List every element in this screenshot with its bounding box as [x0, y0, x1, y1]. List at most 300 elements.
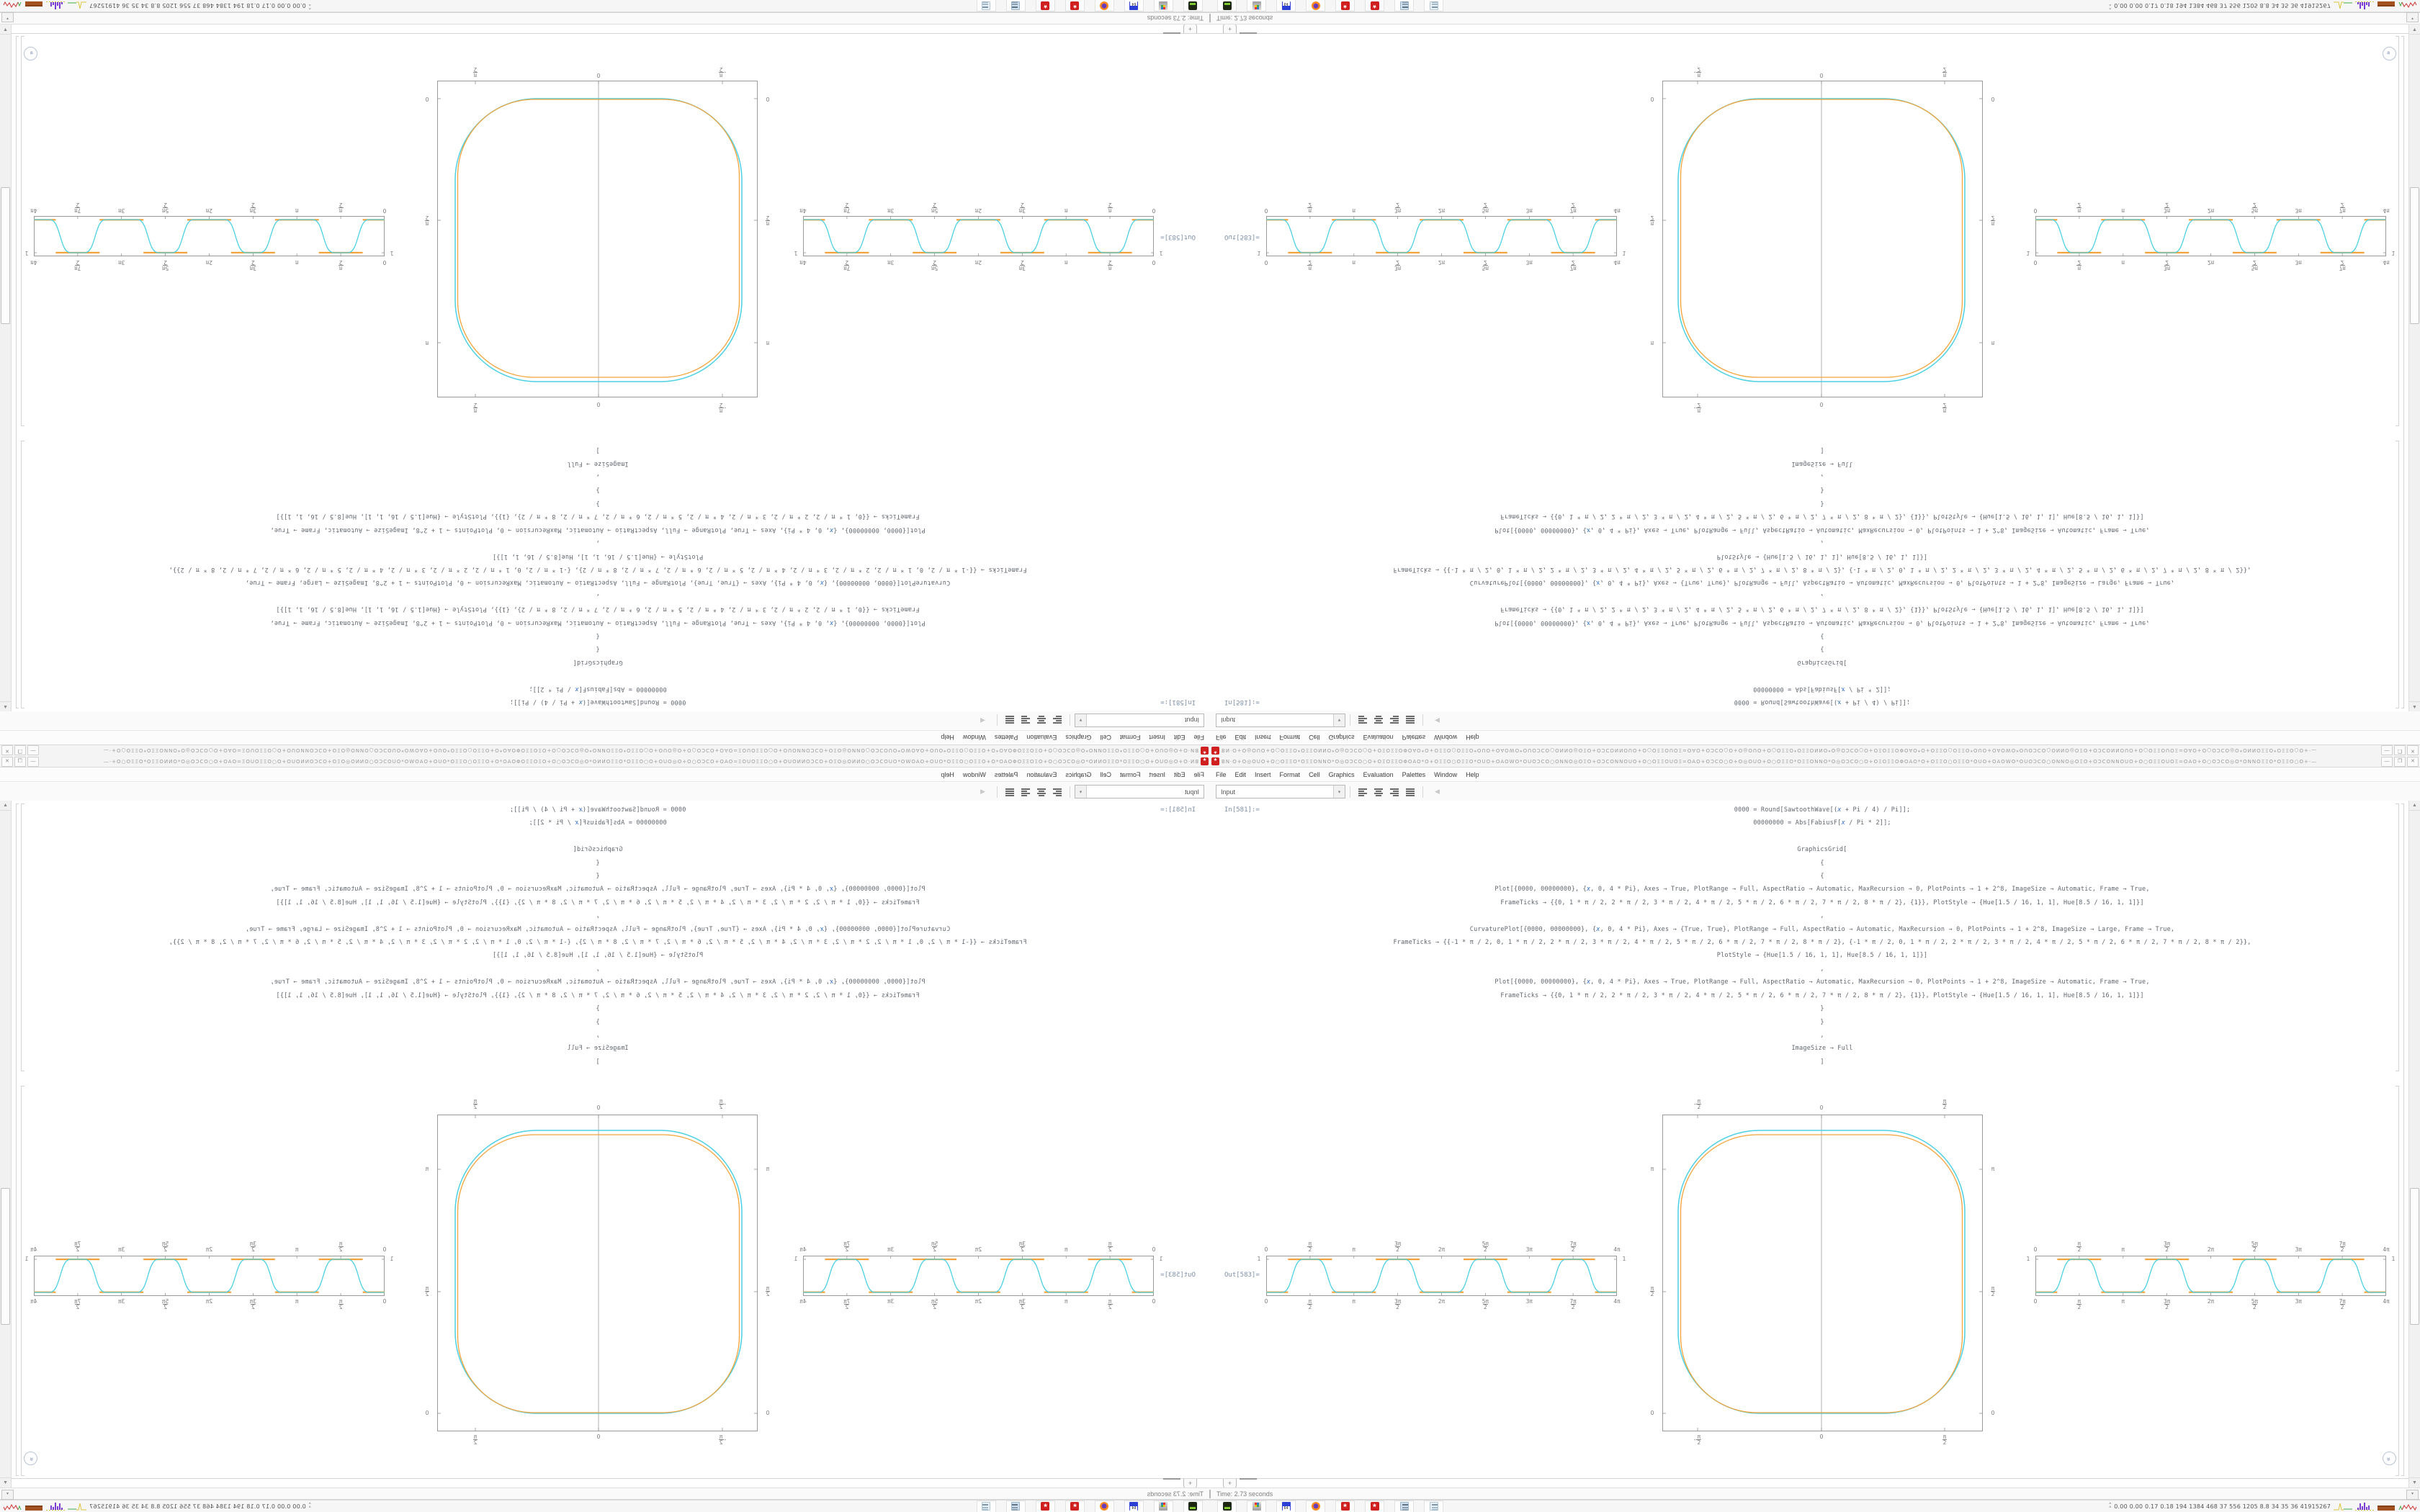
tick-label: 5π 2 — [931, 259, 938, 271]
tick-label: 0 — [766, 1410, 770, 1416]
status-bar — [1210, 1488, 2420, 1500]
menu-graphics[interactable]: Graphics — [1065, 770, 1092, 778]
cell-group-bracket[interactable] — [16, 804, 19, 1476]
redgear-icon — [1041, 1, 1050, 10]
memory-sparkline — [2355, 1, 2374, 10]
calc2-icon — [1430, 1502, 1438, 1511]
calc2-icon — [982, 1502, 991, 1511]
code-line: Plot[{0000, 00000000}, {x, 0, 4 * Pi}, Axes → True, PlotRange → Full, AspectRatio → Automatic, MaxRecursion → 0, PlotPoints → 1 + 2^8, ImageSize → Automatic, Frame → True, — [1494, 886, 2150, 894]
floppy64-taskbar-button[interactable] — [1124, 0, 1144, 12]
calc2-taskbar-button[interactable] — [977, 0, 996, 12]
menu-file[interactable]: File — [1216, 734, 1227, 742]
tick-label: π — [1352, 1298, 1355, 1305]
align-center-button[interactable] — [1034, 786, 1049, 798]
redgear-taskbar-button[interactable] — [1065, 1500, 1085, 1512]
tick-label: 7π 2 — [1569, 259, 1577, 271]
window-titlebar[interactable] — [1210, 744, 2420, 756]
scroll-to-end-button[interactable]: » — [24, 1452, 37, 1465]
menu-file[interactable]: File — [1193, 770, 1204, 778]
cell-style-selector[interactable] — [1075, 714, 1204, 727]
system-monitor-numbers: 0.00 0.00 0.17 0.18 194 1384 468 37 556 1205 8.8 34 35 36 41915267 — [2114, 1503, 2331, 1510]
cell-group-bracket[interactable] — [16, 36, 19, 708]
tick-label: π — [295, 1246, 299, 1253]
restore-button[interactable]: ❐ — [2394, 746, 2406, 756]
code-line: { — [1820, 873, 1824, 881]
scrollbar-thumb[interactable] — [1, 187, 10, 324]
code-line: { — [596, 645, 600, 653]
menu-cell[interactable]: Cell — [1309, 734, 1320, 742]
input-code-cell[interactable] — [1239, 444, 2406, 708]
close-button[interactable]: ✕ — [2407, 757, 2419, 767]
menu-palettes[interactable]: Palettes — [994, 770, 1018, 778]
menu-palettes[interactable]: Palettes — [994, 734, 1018, 742]
tick-label: $\frac{3\pi}{2}$ — [249, 1241, 257, 1253]
firefox-taskbar-button[interactable] — [1306, 0, 1325, 12]
tray-expand-icon[interactable]: ^ ^ — [308, 1502, 311, 1511]
tick-label: 2π — [974, 1298, 982, 1305]
close-button[interactable]: ✕ — [1, 757, 13, 767]
align-right-button[interactable] — [1018, 786, 1033, 798]
code-line: Plot[{0000, 00000000}, {x, 0, 4 * Pi}, Axes → True, PlotRange → Full, AspectRatio → Automatic, MaxRecursion → 0, PlotPoints → 1 + 2^8, ImageSize → Automatic, Frame → True, — [270, 978, 926, 986]
restore-button[interactable]: ❐ — [2394, 757, 2406, 767]
code-line: , — [596, 592, 600, 600]
tick-label: $\frac{7\pi}{2}$ — [843, 1298, 851, 1310]
tick-label: 5π 2 — [161, 202, 169, 214]
firefox-taskbar-button[interactable] — [1095, 0, 1114, 12]
back-arrow-icon[interactable]: ◀ — [1435, 788, 1440, 795]
menu-help[interactable]: Help — [941, 770, 954, 778]
redgear-taskbar-button[interactable] — [1335, 0, 1355, 12]
calc-taskbar-button[interactable] — [1394, 1500, 1414, 1512]
align-right-button[interactable] — [1387, 714, 1402, 727]
tick-label: - $\frac{\pi}{2}$ — [1693, 1098, 1701, 1110]
cell-group-bracket[interactable] — [2401, 804, 2404, 1476]
scroll-down-icon[interactable]: ▼ — [0, 1477, 11, 1488]
restore-button[interactable]: ❐ — [14, 746, 26, 756]
align-justify-button[interactable] — [1403, 786, 1417, 798]
taskbar — [0, 0, 1210, 12]
menu-window[interactable]: Window — [962, 734, 986, 742]
menu-evaluation[interactable]: Evaluation — [1363, 770, 1394, 778]
menu-format[interactable]: Format — [1119, 770, 1141, 778]
code-line: ImageSize → Full — [567, 1045, 629, 1053]
notebook-content[interactable] — [0, 801, 1210, 1488]
menu-help[interactable]: Help — [1466, 770, 1479, 778]
scrollbar-thumb[interactable] — [2410, 187, 2419, 324]
tick-label: $\frac{5\pi}{2}$ — [2251, 1241, 2259, 1253]
tick-label: 3π 2 — [1394, 259, 1402, 271]
align-center-button[interactable] — [1034, 714, 1049, 727]
insert-cell-button[interactable]: + — [1223, 1479, 1237, 1488]
waveform-chart — [2035, 1256, 2386, 1296]
tray-expand-icon[interactable]: ^ ^ — [308, 1, 311, 10]
tick-label: $\frac{\pi}{2}$ — [1108, 1298, 1112, 1310]
installer-taskbar-button[interactable] — [1247, 0, 1266, 12]
tray-expand-icon[interactable]: ^ ^ — [2109, 1, 2112, 10]
back-arrow-icon[interactable]: ◀ — [980, 717, 985, 724]
code-line: , — [1820, 912, 1824, 920]
waveform-chart — [1266, 216, 1617, 256]
tick-label: 0 — [425, 1410, 429, 1416]
in-label: In[581]:= — [1224, 806, 1260, 814]
code-line: } — [596, 499, 600, 507]
input-code-cell[interactable] — [14, 444, 1181, 708]
tick-label: 0 — [2033, 259, 2038, 266]
tick-label: 7π 2 — [74, 259, 81, 271]
tick-label: 3π — [1525, 259, 1533, 266]
disk-sparkline — [24, 1, 43, 10]
tick-label: $\frac{\pi}{2}$ — [339, 1241, 343, 1253]
floppy64-taskbar-button[interactable] — [1276, 1500, 1296, 1512]
menu-help[interactable]: Help — [1466, 734, 1479, 742]
scroll-down-icon[interactable]: ▼ — [0, 24, 11, 35]
tick-label: $\frac{5\pi}{2}$ — [161, 1298, 169, 1310]
cell-style-value: Input — [1184, 716, 1199, 724]
terminal-taskbar-button[interactable] — [1183, 0, 1203, 12]
scroll-up-icon[interactable]: ▲ — [0, 801, 11, 811]
align-left-button[interactable] — [1355, 786, 1370, 798]
tick-label: π — [1991, 1166, 1995, 1172]
tick-label: 1 — [2391, 250, 2396, 256]
align-left-button[interactable] — [1355, 714, 1370, 727]
menu-window[interactable]: Window — [1434, 770, 1458, 778]
firefox-taskbar-button[interactable] — [1095, 1500, 1114, 1512]
tick-label: 0 — [1650, 1410, 1654, 1416]
close-button[interactable]: ✕ — [2407, 746, 2419, 756]
tick-label: 5π 2 — [2251, 259, 2259, 271]
code-line: } — [1820, 1018, 1824, 1026]
redgear-taskbar-button[interactable] — [1036, 1500, 1055, 1512]
terminal-taskbar-button[interactable] — [1217, 0, 1237, 12]
code-line: ] — [1820, 1058, 1824, 1066]
menu-cell[interactable]: Cell — [1100, 734, 1111, 742]
menubar — [0, 768, 1210, 782]
redgear-taskbar-button[interactable] — [1036, 0, 1055, 12]
menu-file[interactable]: File — [1216, 770, 1227, 778]
notebook-content[interactable] — [1210, 801, 2420, 1488]
tick-label: 1 — [1159, 1256, 1163, 1262]
menu-graphics[interactable]: Graphics — [1328, 734, 1355, 742]
vertical-scrollbar[interactable] — [2408, 24, 2420, 711]
toolbar — [1210, 783, 2420, 801]
tick-label: π 2 — [339, 259, 343, 271]
tick-label: 4π — [30, 207, 37, 214]
menu-graphics[interactable]: Graphics — [1328, 770, 1355, 778]
vertical-scrollbar[interactable] — [0, 24, 12, 711]
redgear-icon — [1341, 1502, 1350, 1511]
window-controls — [2381, 746, 2419, 756]
minimize-button[interactable]: — — [2381, 757, 2393, 767]
tick-label: 4π — [1613, 207, 1621, 214]
menu-format[interactable]: Format — [1279, 770, 1301, 778]
window-controls — [1, 746, 39, 756]
app-gear-icon: * — [1211, 747, 1219, 755]
scroll-down-icon[interactable]: ▼ — [2409, 24, 2420, 35]
toolbar-divider — [1422, 715, 1423, 726]
tray-expand-icon[interactable]: ^ ^ — [2109, 1502, 2112, 1511]
vertical-scrollbar[interactable] — [0, 801, 12, 1488]
menu-format[interactable]: Format — [1279, 734, 1301, 742]
cell-style-selector[interactable] — [1216, 714, 1345, 727]
align-justify-button[interactable] — [1003, 786, 1017, 798]
menu-insert[interactable]: Insert — [1255, 770, 1271, 778]
minimize-button[interactable]: — — [2381, 746, 2393, 756]
code-line: 00000000 = Abs[FabiusF[x / Pi * 2]]; — [1753, 819, 1891, 827]
installer-icon — [1160, 1, 1168, 10]
input-cell-bracket[interactable] — [2396, 804, 2399, 1071]
close-button[interactable]: ✕ — [1, 746, 13, 756]
tick-label: 3π — [1525, 1246, 1533, 1253]
window-title: BN·O+O◎OUO+O○OΞΞO*OΞΞONNO*O◎OƆCO○O+OΞOΞΞOΦOΑO*O+OΞΞO○OΞΞO*OUO+OΑOWO*OUOƆCO○ONNO◎OΞO+OƆCONNOUO+O○OΞΞOUOΞ=OΑO+OƆCO○O+O◎OUO+O○OΞΞO*OΞΞONNO*O◎OƆCO○O+OΞOΞΞOΦOΑO*O+OΞΞO○OΞΞO*OUO+OΑOWO*OUOƆCO○ONNO◎OΞO+OƆCONNOUO+O○OΞΞOUOΞ=OΑO+O○OƆCO◎O*ONNOΞΞO*OΞΞO○O+·— — [102, 758, 1198, 765]
tick-label: $\frac{3\pi}{2}$ — [1018, 1298, 1026, 1310]
vertical-scrollbar[interactable] — [2408, 801, 2420, 1488]
tick-label: 1 — [794, 1256, 798, 1262]
installer-icon — [1160, 1502, 1168, 1511]
insert-cell-dash — [1240, 1478, 1257, 1480]
input-cell-bracket[interactable] — [2396, 441, 2399, 708]
tick-label: π 2 — [1942, 66, 1947, 78]
tick-label: 1 — [1622, 250, 1626, 256]
menu-window[interactable]: Window — [1434, 734, 1458, 742]
screen-original — [1210, 756, 2420, 1512]
code-line: 0000 = Round[SawtoothWave[(x + Pi / 4) / Pi]]; — [1734, 698, 1911, 706]
tick-label: 3π 2 — [1018, 202, 1026, 214]
menu-file[interactable]: File — [1193, 734, 1204, 742]
menu-help[interactable]: Help — [941, 734, 954, 742]
align-left-button[interactable] — [1050, 714, 1065, 727]
calc-taskbar-button[interactable] — [1394, 0, 1414, 12]
tick-label: π — [766, 1166, 770, 1172]
tick-label: 2π — [205, 259, 213, 266]
menu-evaluation[interactable]: Evaluation — [1363, 734, 1394, 742]
tick-label: 0 — [596, 72, 601, 78]
menu-cell[interactable]: Cell — [1309, 770, 1320, 778]
notebook-content[interactable] — [0, 24, 1210, 711]
input-cell-bracket[interactable] — [21, 804, 24, 1071]
output-cell-bracket[interactable] — [21, 1086, 24, 1476]
tick-label: 0 — [382, 1246, 387, 1253]
redgear-taskbar-button[interactable] — [1365, 1500, 1384, 1512]
code-line: PlotStyle → {Hue[1.5 / 16, 1, 1], Hue[8.5 / 16, 1, 1]}] — [1716, 952, 1928, 960]
tick-label: 2π — [1438, 259, 1446, 266]
mathematica-notebook-window — [1210, 0, 2420, 756]
scroll-up-icon[interactable]: ▲ — [2409, 701, 2420, 711]
cell-style-selector[interactable] — [1075, 785, 1204, 798]
tick-label: π 2 — [1650, 215, 1654, 227]
curvature-chart — [1662, 1115, 1983, 1431]
tick-label: π — [295, 259, 299, 266]
status-bar — [0, 12, 1210, 24]
output-cell-bracket[interactable] — [2396, 1086, 2399, 1476]
scroll-corner-button[interactable]: ▾ — [2406, 1490, 2419, 1500]
app-gear-icon: * — [1201, 747, 1209, 755]
network-sparkline — [3, 1503, 22, 1511]
installer-taskbar-button[interactable] — [1247, 1500, 1266, 1512]
curvature-chart — [437, 1115, 758, 1431]
output-cell-bracket[interactable] — [21, 36, 24, 426]
terminal-taskbar-button[interactable] — [1183, 1500, 1203, 1512]
redgear-icon — [1071, 1, 1080, 10]
tick-label: 4π — [1613, 1298, 1621, 1305]
insert-cell-button[interactable]: + — [1223, 24, 1237, 33]
window-titlebar[interactable] — [1210, 756, 2420, 768]
cpu-sparkline — [2334, 1, 2352, 10]
back-arrow-icon[interactable]: ◀ — [980, 788, 985, 795]
minimize-button[interactable]: — — [27, 746, 39, 756]
menu-graphics[interactable]: Graphics — [1065, 734, 1092, 742]
tick-label: 2π — [1438, 1298, 1446, 1305]
scroll-corner-button[interactable]: ▾ — [2406, 12, 2419, 22]
code-line: FrameTicks → {{-1 * π / 2, 0, 1 * π / 2, 2 * π / 2, 3 * π / 2, 4 * π / 2, 5 * π / 2, 6 * π / 2, 7 * π / 2, 8 * π / 2}, {-1 * π / 2, 0, 1 * π / 2, 2 * π / 2, 3 * π / 2, 4 * π / 2, 5 * π / 2, 6 * π / 2, 7 * π / 2, 8 * π / 2}}, — [1393, 565, 2251, 573]
tick-label: π 2 — [1308, 202, 1312, 214]
tick-label: $\frac{\pi}{2}$ — [2077, 1298, 2081, 1310]
input-cell-bracket[interactable] — [21, 441, 24, 708]
toolbar — [0, 783, 1210, 801]
scrollbar-thumb[interactable] — [2410, 1188, 2419, 1325]
back-arrow-icon[interactable]: ◀ — [1435, 717, 1440, 724]
menu-edit[interactable]: Edit — [1234, 770, 1247, 778]
input-code-cell[interactable] — [1239, 804, 2406, 1068]
toolbar-divider — [997, 715, 998, 726]
tick-label: π 2 — [1308, 259, 1312, 271]
tick-label: 5π 2 — [1482, 259, 1489, 271]
tick-label: 2π — [205, 1298, 213, 1305]
menu-window[interactable]: Window — [962, 770, 986, 778]
redgear-taskbar-button[interactable] — [1365, 0, 1384, 12]
tick-label: π — [1352, 259, 1355, 266]
tick-label: π 2 — [473, 66, 478, 78]
window-titlebar[interactable] — [0, 756, 1210, 768]
menu-insert[interactable]: Insert — [1149, 770, 1165, 778]
code-line: FrameTicks → {{0, 1 * π / 2, 2 * π / 2, 3 * π / 2, 4 * π / 2, 5 * π / 2, 6 * π / 2, 7 * π / 2, 8 * π / 2}, {1}}, PlotStyle → {Hue[1.5 / 16, 1, 1], Hue[8.5 / 16, 1, 1]}] — [1500, 513, 2144, 521]
tick-label: π 2 — [766, 215, 770, 227]
scroll-to-end-button[interactable]: » — [2383, 1452, 2396, 1465]
cell-style-selector[interactable] — [1216, 785, 1345, 798]
menu-evaluation[interactable]: Evaluation — [1026, 770, 1057, 778]
align-left-button[interactable] — [1050, 786, 1065, 798]
tick-label: 3π 2 — [2163, 259, 2171, 271]
installer-icon — [1252, 1502, 1261, 1511]
window-titlebar[interactable] — [0, 744, 1210, 756]
redgear-taskbar-button[interactable] — [1065, 0, 1085, 12]
tick-label: $\frac{\pi}{2}$ — [2077, 1241, 2081, 1253]
menu-format[interactable]: Format — [1119, 734, 1141, 742]
calc-taskbar-button[interactable] — [1006, 0, 1026, 12]
firefox-icon — [1312, 1, 1320, 10]
chevron-down-icon[interactable]: ▾ — [1333, 714, 1345, 726]
output-cell-bracket[interactable] — [2396, 36, 2399, 426]
tick-label: $\frac{\pi}{2}$ — [1308, 1241, 1312, 1253]
input-code-cell[interactable] — [14, 804, 1181, 1068]
floppy64-taskbar-button[interactable] — [1124, 1500, 1144, 1512]
align-right-button[interactable] — [1387, 786, 1402, 798]
scroll-corner-button[interactable]: ▾ — [1, 12, 14, 22]
chevron-down-icon[interactable]: ▾ — [1333, 786, 1345, 798]
evaluation-time: Time: 2.73 seconds — [1216, 14, 1273, 22]
tick-label: 4π — [2383, 207, 2390, 214]
curvature-plot — [425, 1098, 770, 1446]
calc-taskbar-button[interactable] — [1006, 1500, 1026, 1512]
terminal-taskbar-button[interactable] — [1217, 1500, 1237, 1512]
insert-cell-button[interactable]: + — [1183, 1479, 1197, 1488]
firefox-taskbar-button[interactable] — [1306, 1500, 1325, 1512]
out-label: Out[583]= — [1224, 233, 1260, 240]
firefox-icon — [1101, 1502, 1109, 1511]
scroll-to-end-button[interactable]: » — [2383, 47, 2396, 60]
menu-cell[interactable]: Cell — [1100, 770, 1111, 778]
scroll-to-end-button[interactable]: » — [24, 47, 37, 60]
scroll-corner-button[interactable]: ▾ — [1, 1490, 14, 1500]
menu-edit[interactable]: Edit — [1173, 770, 1186, 778]
menu-palettes[interactable]: Palettes — [1402, 770, 1426, 778]
menu-edit[interactable]: Edit — [1234, 734, 1247, 742]
tick-label: 2π — [1438, 207, 1446, 214]
chevron-down-icon[interactable]: ▾ — [1075, 786, 1087, 798]
tick-label: π 2 — [339, 202, 343, 214]
tick-label: 2π — [1438, 1246, 1446, 1253]
menu-insert[interactable]: Insert — [1149, 734, 1165, 742]
tick-label: 5π 2 — [931, 202, 938, 214]
align-center-button[interactable] — [1371, 786, 1386, 798]
tick-label: π — [295, 1298, 299, 1305]
redgear-icon — [1371, 1, 1379, 10]
window-controls — [1, 757, 39, 767]
redgear-taskbar-button[interactable] — [1335, 1500, 1355, 1512]
evaluation-time: Time: 2.73 seconds — [1147, 1490, 1204, 1498]
tick-label: 4π — [2383, 1298, 2390, 1305]
floppy64-taskbar-button[interactable] — [1276, 0, 1296, 12]
tick-label: 7π 2 — [843, 259, 851, 271]
restore-button[interactable]: ❐ — [14, 757, 26, 767]
menu-evaluation[interactable]: Evaluation — [1026, 734, 1057, 742]
insert-cell-dash — [1240, 32, 1257, 34]
scroll-up-icon[interactable]: ▲ — [2409, 801, 2420, 811]
scrollbar-thumb[interactable] — [1, 1188, 10, 1325]
code-line: 0000 = Round[SawtoothWave[(x + Pi / 4) / Pi]]; — [509, 806, 686, 814]
calc2-taskbar-button[interactable] — [1424, 1500, 1443, 1512]
app-gear-icon: * — [1201, 757, 1209, 765]
menu-palettes[interactable]: Palettes — [1402, 734, 1426, 742]
cell-group-bracket[interactable] — [2401, 36, 2404, 708]
scroll-up-icon[interactable]: ▲ — [0, 701, 11, 711]
tick-label: 7π 2 — [1569, 202, 1577, 214]
align-justify-button[interactable] — [1403, 714, 1417, 727]
installer-taskbar-button[interactable] — [1154, 0, 1173, 12]
tick-label: π 2 — [2077, 259, 2081, 271]
installer-taskbar-button[interactable] — [1154, 1500, 1173, 1512]
minimize-button[interactable]: — — [27, 757, 39, 767]
code-line: { — [596, 631, 600, 639]
tick-label: 1 — [1159, 250, 1163, 256]
tick-label: $\frac{\pi}{2}$ — [1108, 1241, 1112, 1253]
memory-sparkline — [46, 1, 65, 10]
notebook-content[interactable] — [1210, 24, 2420, 711]
tick-label: π 2 — [1991, 215, 1995, 227]
terminal-icon — [1189, 1, 1198, 10]
calc2-taskbar-button[interactable] — [1424, 0, 1443, 12]
insert-cell-button[interactable]: + — [1183, 24, 1197, 33]
menu-edit[interactable]: Edit — [1173, 734, 1186, 742]
align-right-button[interactable] — [1018, 714, 1033, 727]
chevron-down-icon[interactable]: ▾ — [1075, 714, 1087, 726]
calc2-taskbar-button[interactable] — [977, 1500, 996, 1512]
align-center-button[interactable] — [1371, 714, 1386, 727]
scroll-down-icon[interactable]: ▼ — [2409, 1477, 2420, 1488]
menu-insert[interactable]: Insert — [1255, 734, 1271, 742]
tick-label: $\frac{5\pi}{2}$ — [1482, 1298, 1489, 1310]
redgear-icon — [1071, 1502, 1080, 1511]
align-justify-button[interactable] — [1003, 714, 1017, 727]
